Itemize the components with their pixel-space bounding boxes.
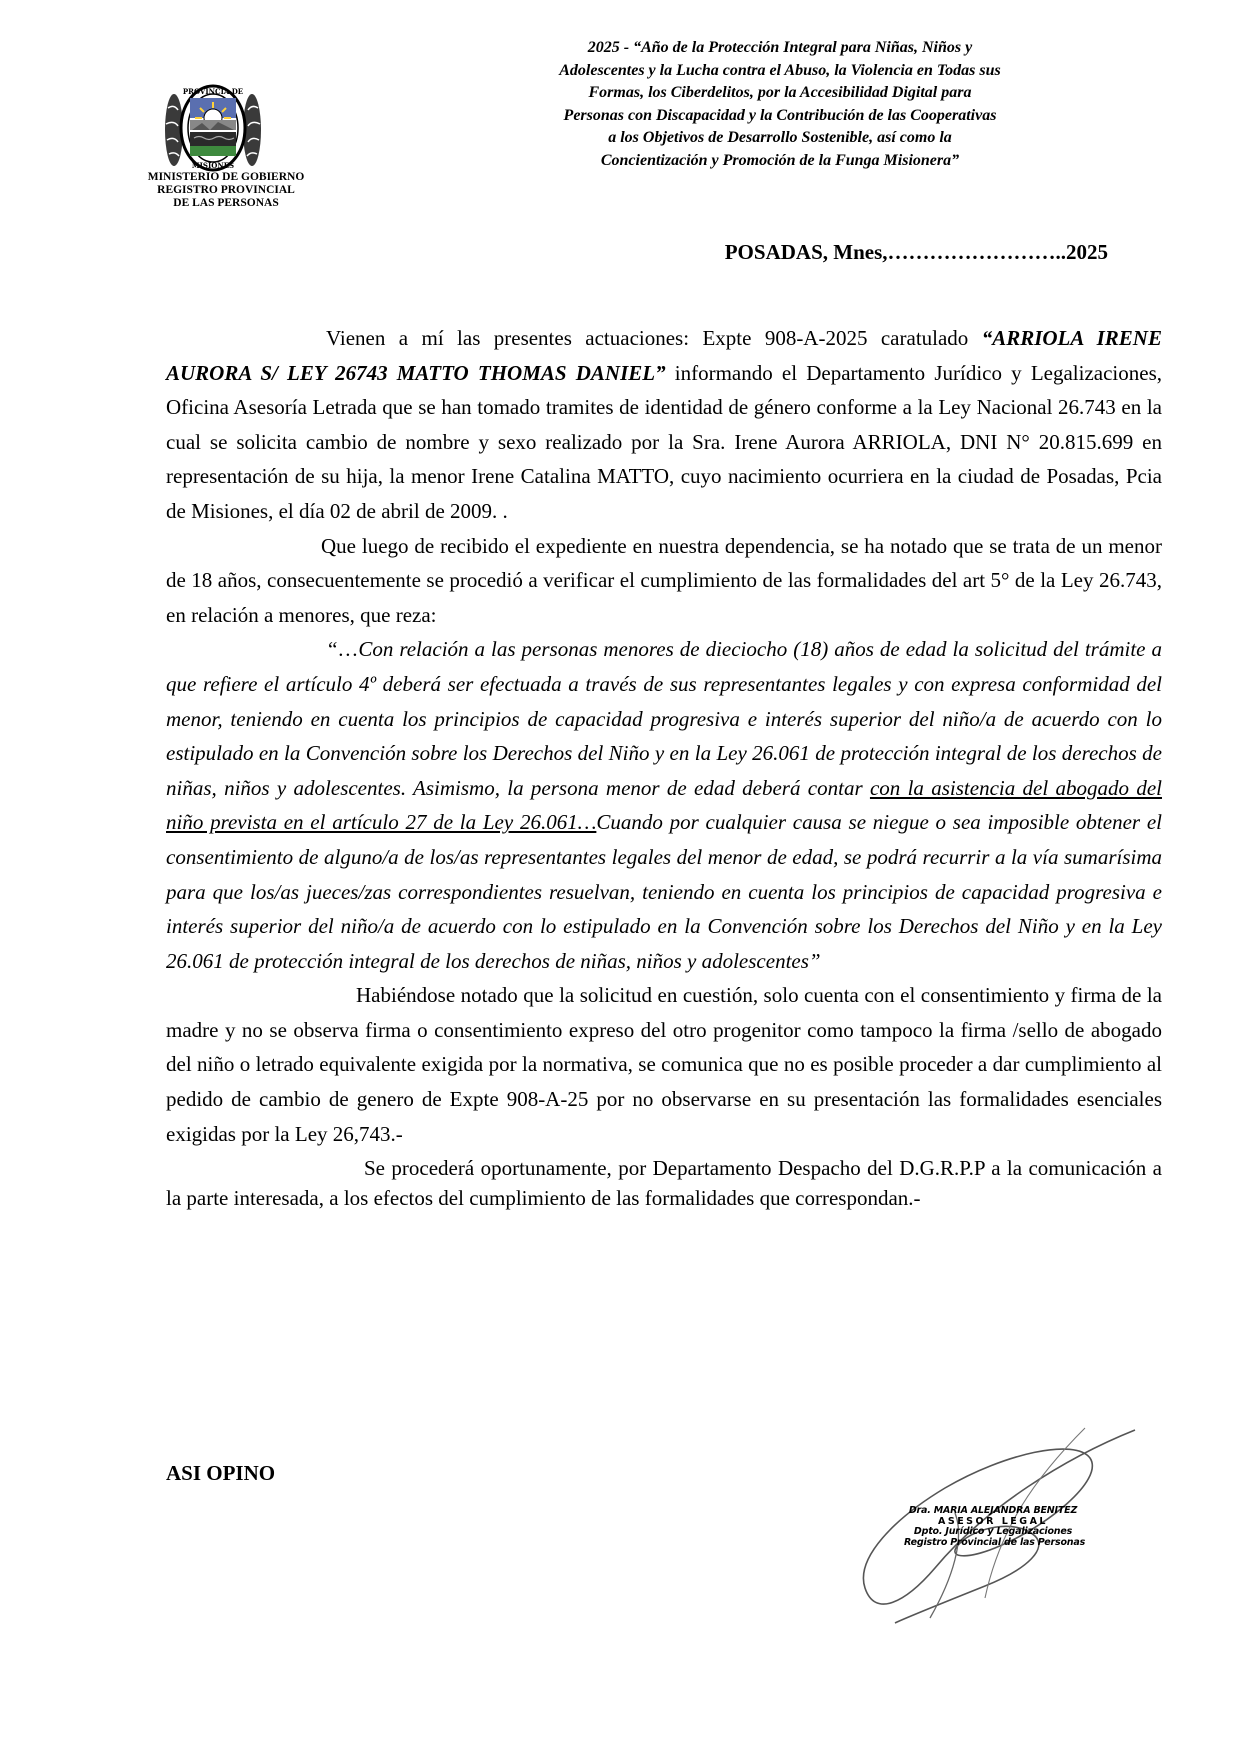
motto-line: Adolescentes y la Lucha contra el Abuso, la Violencia en Todas sus — [559, 61, 1001, 79]
stamp-line: ASESOR LEGAL — [938, 1515, 1048, 1527]
motto-line: Formas, los Ciberdelitos, por la Accesibilidad Digital para — [588, 84, 972, 101]
quote-underlined: con la asistencia del abogado del niño prevista en el artículo 27 de la Ley 26.061… — [166, 775, 1162, 835]
document-body — [166, 321, 1162, 1213]
motto-line: 2025 - “Año de la Protección Integral para Niñas, Niños y — [587, 39, 973, 56]
year-motto — [470, 37, 1090, 172]
stamp-line: Dra. MARIA ALEJANDRA BENITEZ — [908, 1505, 1078, 1516]
paragraph-communication: Se procederá oportunamente, por Departamento Despacho del D.G.R.P.P a la comunicación a la parte interesada, a los efectos del cumplimiento de las formalidades que correspondan.- — [166, 1156, 1162, 1211]
paragraph-finding: Habiéndose notado que la solicitud en cuestión, solo cuenta con el consentimiento y firma de la madre y no se observa firma o consentimiento expreso del otro progenitor como tampoco la firma /sello de abogado del niño o letrado equivalente exigida por la normativa, se comunica que no es posible proceder a dar cumplimiento al pedido de cambio de genero de Expte 908-A-25 por no observarse en su presentación las formalidades esenciales exigidas por la Ley 26,743.- — [166, 983, 1162, 1146]
ministry-line: MINISTERIO DE GOBIERNO — [147, 171, 305, 183]
paragraph-text: Vienen a mí las presentes actuaciones: Expte 908-A-2025 caratulado — [326, 326, 982, 350]
quote-open: “… — [328, 637, 359, 662]
case-title: “ARRIOLA IRENE AURORA S/ LEY 26743 MATTO THOMAS DANIEL” — [166, 326, 1162, 385]
ministry-line: DE LAS PERSONAS — [173, 197, 279, 209]
paragraph-verification: Que luego de recibido el expediente en nuestra dependencia, se ha notado que se trata de un menor de 18 años, consecuentemente se procedió a verificar el cumplimiento de las formalidades del art 5° de la Ley 26.743, en relación a menores, que reza: — [166, 533, 1162, 627]
motto-line: a los Objetivos de Desarrollo Sostenible, así como la — [608, 129, 952, 146]
place-date-line: POSADAS, Mnes,……………………..2025 — [724, 240, 1108, 264]
quote-text: Con relación a las personas menores de dieciocho (18) años de edad la solicitud del trámite a que refiere el artículo 4º deberá ser efectuada a través de sus representantes legales y con expresa conformidad del menor, teniendo en cuenta los principios de capacidad progresiva e interés superior del niño/a de acuerdo con lo estipulado en la Convención sobre los Derechos del Niño y en la Ley 26.061 de protección integral de los derechos de niñas, niños y adolescentes. Asimismo, la persona menor de edad deberá contar — [166, 637, 1162, 800]
seal-text-bottom: MISIONES — [191, 161, 235, 170]
closing-statement: ASI OPINO — [166, 1461, 276, 1485]
quote-text: Cuando por cualquier causa se niegue o sea imposible obtener el consentimiento de alguno/a de los/as representantes legales del menor de edad, se podrá recurrir a la vía sumarísima para que los/as jueces/zas correspondientes resuelvan, teniendo en cuenta los principios de capacidad progresiva e interés superior del niño/a de acuerdo con lo estipulado en la Convención sobre los Derechos del Niño y en la Ley 26.061 de protección integral de los derechos de niñas, niños y adolescentes” — [166, 810, 1162, 973]
stamp-line: Dpto. Jurídico y Legalizaciones — [913, 1526, 1073, 1537]
stamp-line: Registro Provincial de las Personas — [904, 1536, 1086, 1548]
ministry-heading — [136, 171, 316, 210]
paragraph-law-quote — [166, 632, 1162, 978]
legal-advisor-stamp — [904, 1505, 1086, 1548]
ministry-line: REGISTRO PROVINCIAL — [157, 184, 295, 196]
provincial-seal-icon — [162, 78, 264, 176]
paragraph-text: informando el Departamento Jurídico y Legalizaciones, Oficina Asesoría Letrada que se han tomado tramites de identidad de género conforme a la Ley Nacional 26.743 en la cual se solicita cambio de nombre y sexo realizado por la Sra. Irene Aurora ARRIOLA, DNI N° 20.815.699 en representación de su hija, la menor Irene Catalina MATTO, cuyo nacimiento ocurriera en la ciudad de Posadas, Pcia de Misiones, el día 02 de abril de 2009. . — [166, 360, 1162, 523]
paragraph-intro — [166, 321, 1162, 529]
seal-text-top: PROVINCIA DE — [182, 87, 244, 96]
motto-line: Personas con Discapacidad y la Contribución de las Cooperativas — [563, 106, 997, 124]
motto-line: Concientización y Promoción de la Funga Misionera” — [600, 151, 960, 169]
